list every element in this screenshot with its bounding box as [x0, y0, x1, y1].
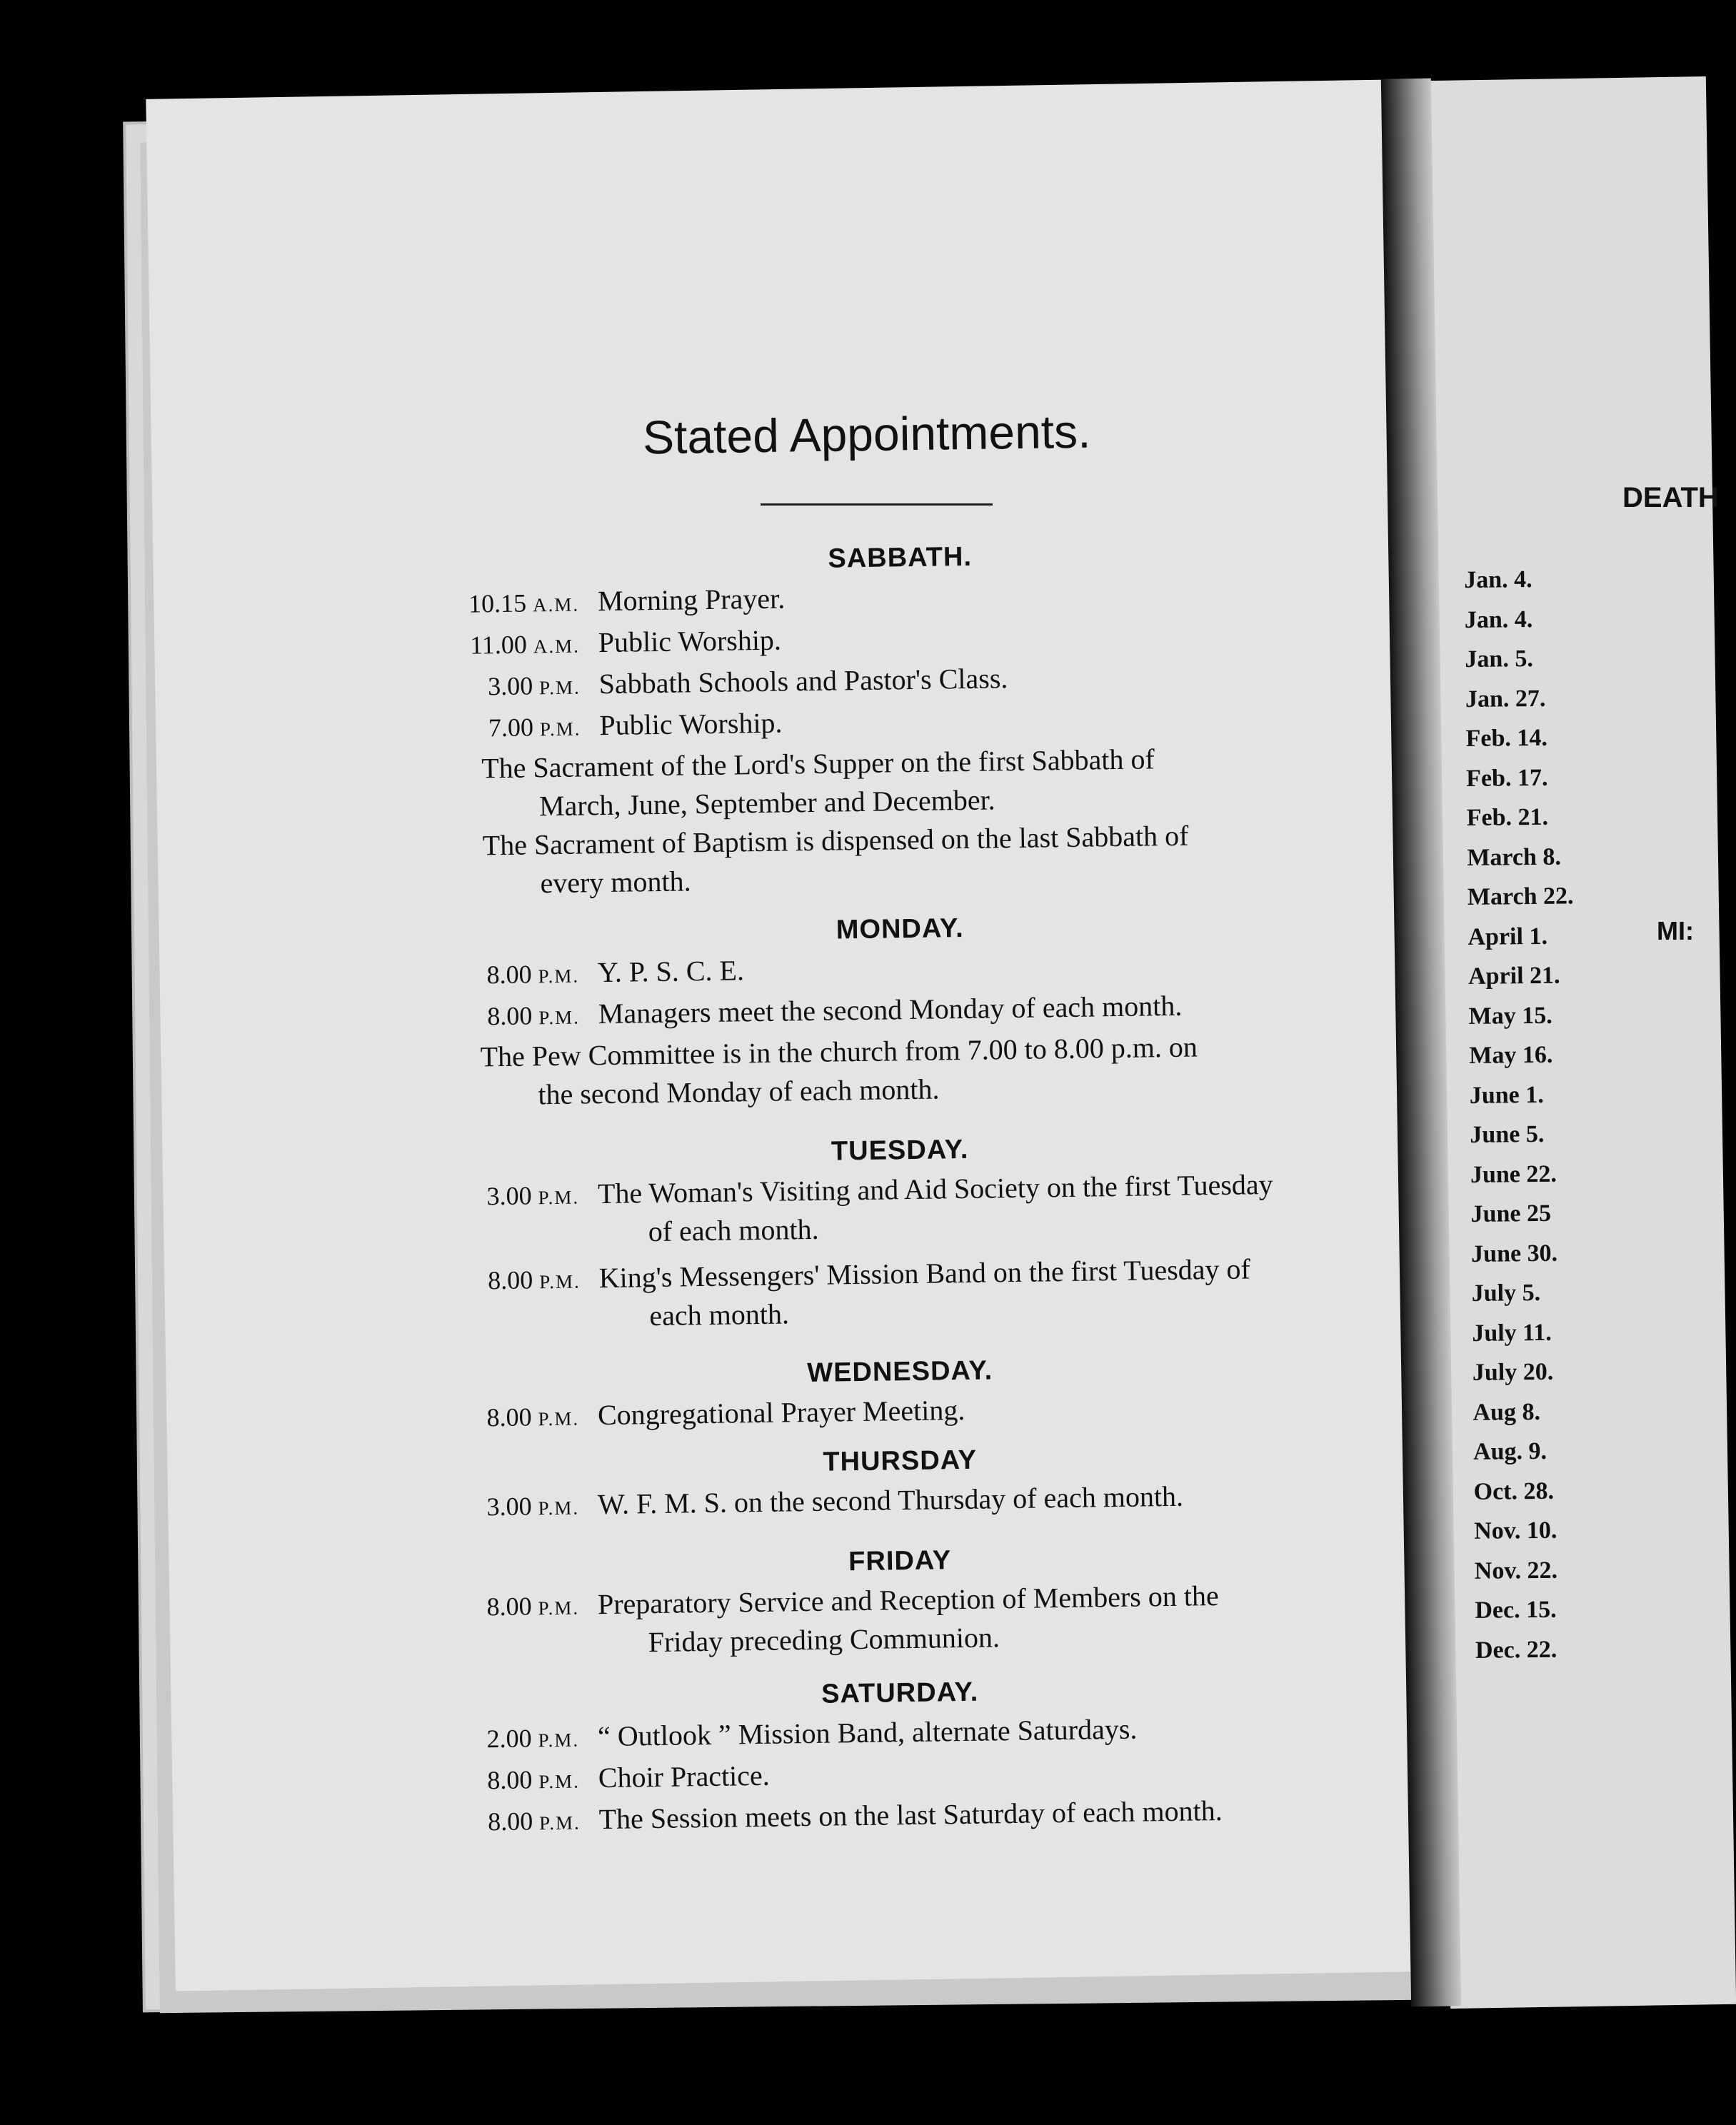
schedule-note: The Sacrament of Baptism is dispensed on the last Sabbath of every month.: [482, 819, 1189, 900]
section-heading: WEDNESDAY.: [806, 1355, 993, 1389]
right-page-side-text: MI:: [1657, 916, 1694, 945]
entry-text: W. F. M. S. on the second Thursday of each month.: [597, 1480, 1184, 1521]
date-item: Nov. 10.: [1474, 1517, 1557, 1544]
date-item: Jan. 5.: [1465, 645, 1534, 673]
section-friday: [400, 1539, 1401, 1665]
entry-text: Public Worship.: [598, 623, 782, 659]
entry-time: 8.00 P.M.: [486, 1592, 580, 1622]
entry-text: Choir Practice.: [598, 1759, 771, 1794]
entry-text: Congregational Prayer Meeting.: [597, 1393, 965, 1432]
date-item: Aug. 9.: [1472, 1437, 1547, 1465]
title-rule: [761, 503, 993, 506]
entry-time: 11.00 A.M.: [469, 630, 581, 660]
schedule-entry: [401, 1247, 1402, 1339]
section-heading: TUESDAY.: [831, 1134, 969, 1167]
date-item: June 30.: [1470, 1240, 1558, 1267]
schedule-entry: [401, 1474, 1401, 1529]
date-item: April 1.: [1467, 923, 1548, 950]
right-page-heading: DEATH: [1622, 482, 1719, 513]
section-heading: SABBATH.: [828, 541, 973, 574]
date-item: June 1.: [1469, 1081, 1544, 1109]
section-saturday: [400, 1671, 1402, 1844]
entry-text: The Woman's Visiting and Aid Society on the first Tuesday of each month.: [597, 1167, 1273, 1248]
entry-text: Public Worship.: [599, 706, 783, 742]
entry-time: 2.00 P.M.: [486, 1724, 580, 1754]
date-item: Oct. 28.: [1473, 1477, 1555, 1505]
date-item: Aug 8.: [1472, 1398, 1541, 1426]
entry-time: 8.00 P.M.: [486, 1402, 580, 1432]
date-item: July 5.: [1471, 1279, 1541, 1307]
section-tuesday: [400, 1128, 1403, 1339]
date-item: Jan. 27.: [1465, 685, 1546, 713]
entry-text: Morning Prayer.: [597, 582, 786, 618]
date-item: Feb. 21.: [1466, 803, 1549, 831]
entry-text: “ Outlook ” Mission Band, alternate Saturdays.: [597, 1712, 1138, 1753]
entry-text: The Session meets on the last Saturday of each month.: [598, 1794, 1223, 1836]
entry-time: 8.00 P.M.: [486, 960, 580, 990]
date-item: Jan. 4.: [1464, 606, 1533, 633]
schedule-entry: [401, 1163, 1401, 1255]
date-item: April 21.: [1467, 962, 1560, 990]
entry-text: King's Messengers' Mission Band on the first Tuesday of each month.: [598, 1252, 1251, 1332]
date-item: June 22.: [1470, 1160, 1557, 1188]
section-sabbath: [400, 536, 1405, 904]
date-item: March 22.: [1467, 883, 1574, 910]
entry-time: 8.00 P.M.: [487, 1265, 581, 1295]
date-item: June 5.: [1470, 1120, 1545, 1148]
entry-time: 8.00 P.M.: [487, 1001, 581, 1031]
section-wednesday: [400, 1350, 1400, 1440]
section-monday: [400, 907, 1403, 1116]
entry-time: 3.00 P.M.: [486, 1492, 580, 1522]
section-heading: FRIDAY: [848, 1545, 952, 1577]
date-item: Dec. 15.: [1475, 1596, 1557, 1624]
entry-time: 10.15 A.M.: [468, 588, 580, 618]
schedule-note: The Sacrament of the Lord's Supper on the first Sabbath of March, June, September and December.: [481, 743, 1155, 823]
entry-text: Preparatory Service and Reception of Members on the Friday preceding Communion.: [597, 1579, 1219, 1659]
page-title: Stated Appointments.: [642, 404, 1091, 464]
schedule-entry: [401, 1574, 1401, 1665]
date-item: May 15.: [1468, 1002, 1552, 1030]
entry-text: Sabbath Schools and Pastor's Class.: [598, 662, 1008, 700]
date-item: Feb. 14.: [1465, 724, 1548, 752]
entry-time: 7.00 P.M.: [488, 713, 581, 743]
section-thursday: [400, 1439, 1400, 1529]
schedule-note: The Pew Committee is in the church from 7.00 to 8.00 p.m. on the second Monday of each month.: [480, 1030, 1198, 1111]
section-heading: SATURDAY.: [821, 1677, 979, 1709]
entry-time: 8.00 P.M.: [487, 1765, 581, 1795]
entry-text: Managers meet the second Monday of each month.: [598, 989, 1183, 1030]
date-item: July 11.: [1472, 1319, 1552, 1347]
entry-time: 3.00 P.M.: [486, 1181, 580, 1211]
date-item: Feb. 17.: [1466, 764, 1548, 792]
date-item: Dec. 22.: [1475, 1636, 1557, 1664]
date-item: June 25: [1470, 1200, 1552, 1227]
date-item: July 20.: [1472, 1358, 1554, 1386]
date-item: Jan. 4.: [1464, 566, 1532, 593]
schedule-entry: [401, 1385, 1401, 1440]
date-item: Nov. 22.: [1474, 1557, 1558, 1584]
section-heading: THURSDAY: [823, 1445, 978, 1477]
date-item: May 16.: [1469, 1041, 1553, 1069]
entry-text: Y. P. S. C. E.: [597, 954, 745, 989]
entry-time: 8.00 P.M.: [487, 1807, 581, 1837]
section-heading: MONDAY.: [836, 913, 964, 945]
date-item: March 8.: [1467, 843, 1562, 871]
date-list: [1464, 559, 1582, 1669]
entry-time: 3.00 P.M.: [487, 671, 581, 701]
